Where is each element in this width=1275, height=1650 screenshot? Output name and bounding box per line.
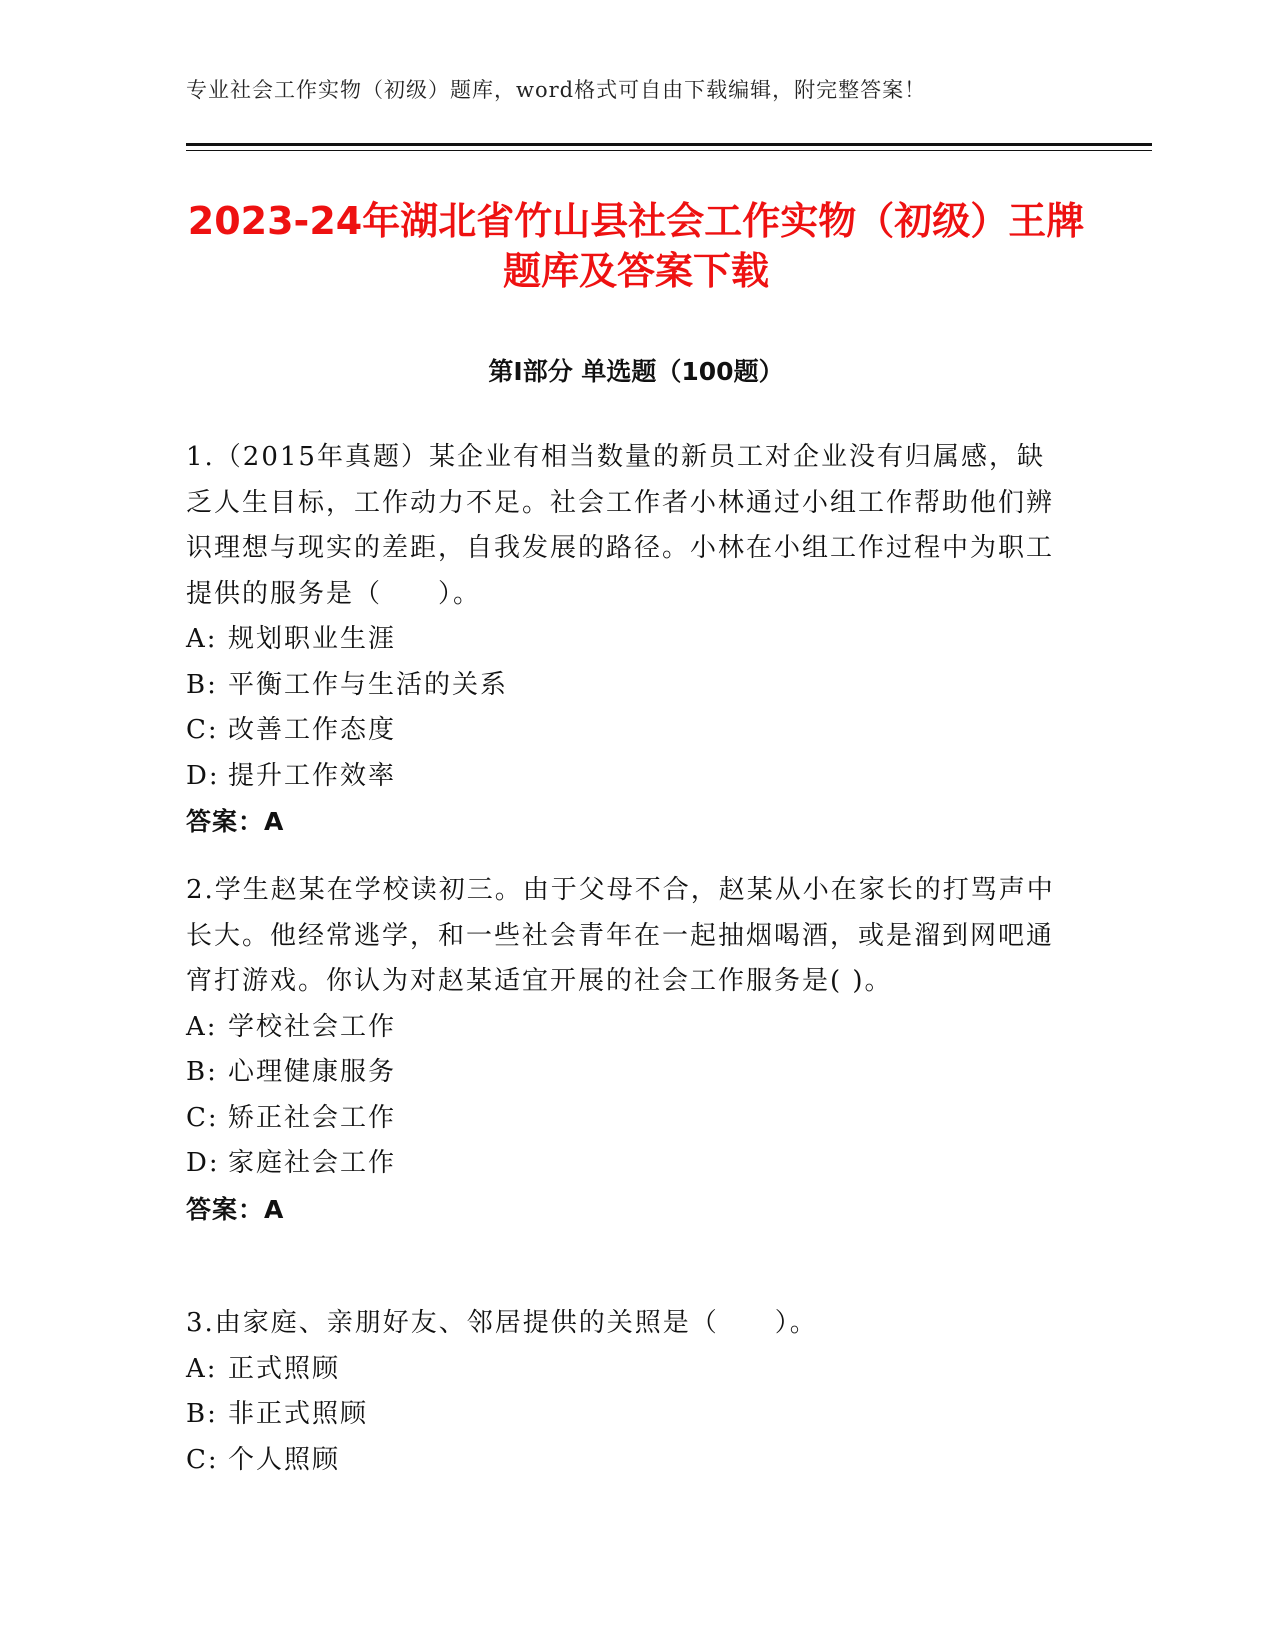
option-c bbox=[186, 1096, 1066, 1142]
question-1 bbox=[186, 435, 1066, 845]
option-letter: C: bbox=[186, 1444, 219, 1475]
option-c bbox=[186, 1438, 1066, 1484]
option-a bbox=[186, 617, 1066, 663]
option-text: 正式照顾 bbox=[228, 1353, 341, 1384]
option-letter: A: bbox=[186, 624, 218, 654]
option-text: 平衡工作与生活的关系 bbox=[228, 669, 509, 700]
option-d bbox=[186, 754, 1066, 800]
option-text: 提升工作效率 bbox=[228, 760, 397, 791]
question-stem: 3.由家庭、亲朋好友、邻居提供的关照是（ ）。 bbox=[186, 1308, 818, 1338]
option-letter: D: bbox=[186, 1148, 220, 1178]
option-letter: B: bbox=[186, 669, 218, 700]
option-d bbox=[186, 1141, 1066, 1187]
option-a bbox=[186, 1347, 1066, 1393]
question-stem: 1.（2015年真题）某企业有相当数量的新员工对企业没有归属感，缺乏人生目标，工作动力不足。社会工作者小林通过小组工作帮助他们辨识理想与现实的差距，自我发展的路径。小林在小组工作过程中为职工提供的服务是（ ）。 bbox=[186, 442, 1055, 609]
section-heading: 第I部分 单选题（100题） bbox=[488, 357, 784, 386]
document-title: 2023-24年湖北省竹山县社会工作实物（初级）王牌题库及答案下载 bbox=[187, 199, 1085, 293]
option-b bbox=[186, 663, 1066, 709]
option-c bbox=[186, 708, 1066, 754]
option-text: 规划职业生涯 bbox=[228, 624, 397, 654]
question-2 bbox=[186, 868, 1066, 1232]
header-divider bbox=[186, 143, 1152, 146]
option-b bbox=[186, 1050, 1066, 1096]
option-a bbox=[186, 1005, 1066, 1051]
option-text: 学校社会工作 bbox=[228, 1011, 397, 1042]
option-text: 非正式照顾 bbox=[228, 1399, 369, 1429]
answer-line: 答案：A bbox=[186, 807, 285, 836]
option-text: 改善工作态度 bbox=[228, 715, 397, 745]
option-text: 矫正社会工作 bbox=[228, 1102, 397, 1133]
option-letter: B: bbox=[186, 1057, 218, 1087]
question-3 bbox=[186, 1301, 1066, 1483]
option-letter: D: bbox=[186, 760, 220, 791]
option-text: 个人照顾 bbox=[228, 1444, 341, 1475]
option-letter: B: bbox=[186, 1399, 218, 1429]
option-text: 家庭社会工作 bbox=[228, 1148, 397, 1178]
option-b bbox=[186, 1392, 1066, 1438]
header-note: 专业社会工作实物（初级）题库，word格式可自由下载编辑，附完整答案！ bbox=[186, 78, 927, 102]
option-letter: C: bbox=[186, 1102, 219, 1133]
option-letter: A: bbox=[186, 1353, 218, 1384]
header-divider-thin bbox=[186, 150, 1152, 151]
option-text: 心理健康服务 bbox=[228, 1057, 397, 1087]
option-letter: A: bbox=[186, 1011, 218, 1042]
option-letter: C: bbox=[186, 715, 219, 745]
answer-line: 答案：A bbox=[186, 1194, 285, 1224]
question-stem: 2.学生赵某在学校读初三。由于父母不合，赵某从小在家长的打骂声中长大。他经常逃学，和一些社会青年在一起抽烟喝酒，或是溜到网吧通宵打游戏。你认为对赵某适宜开展的社会工作服务是( )。 bbox=[186, 875, 1055, 996]
